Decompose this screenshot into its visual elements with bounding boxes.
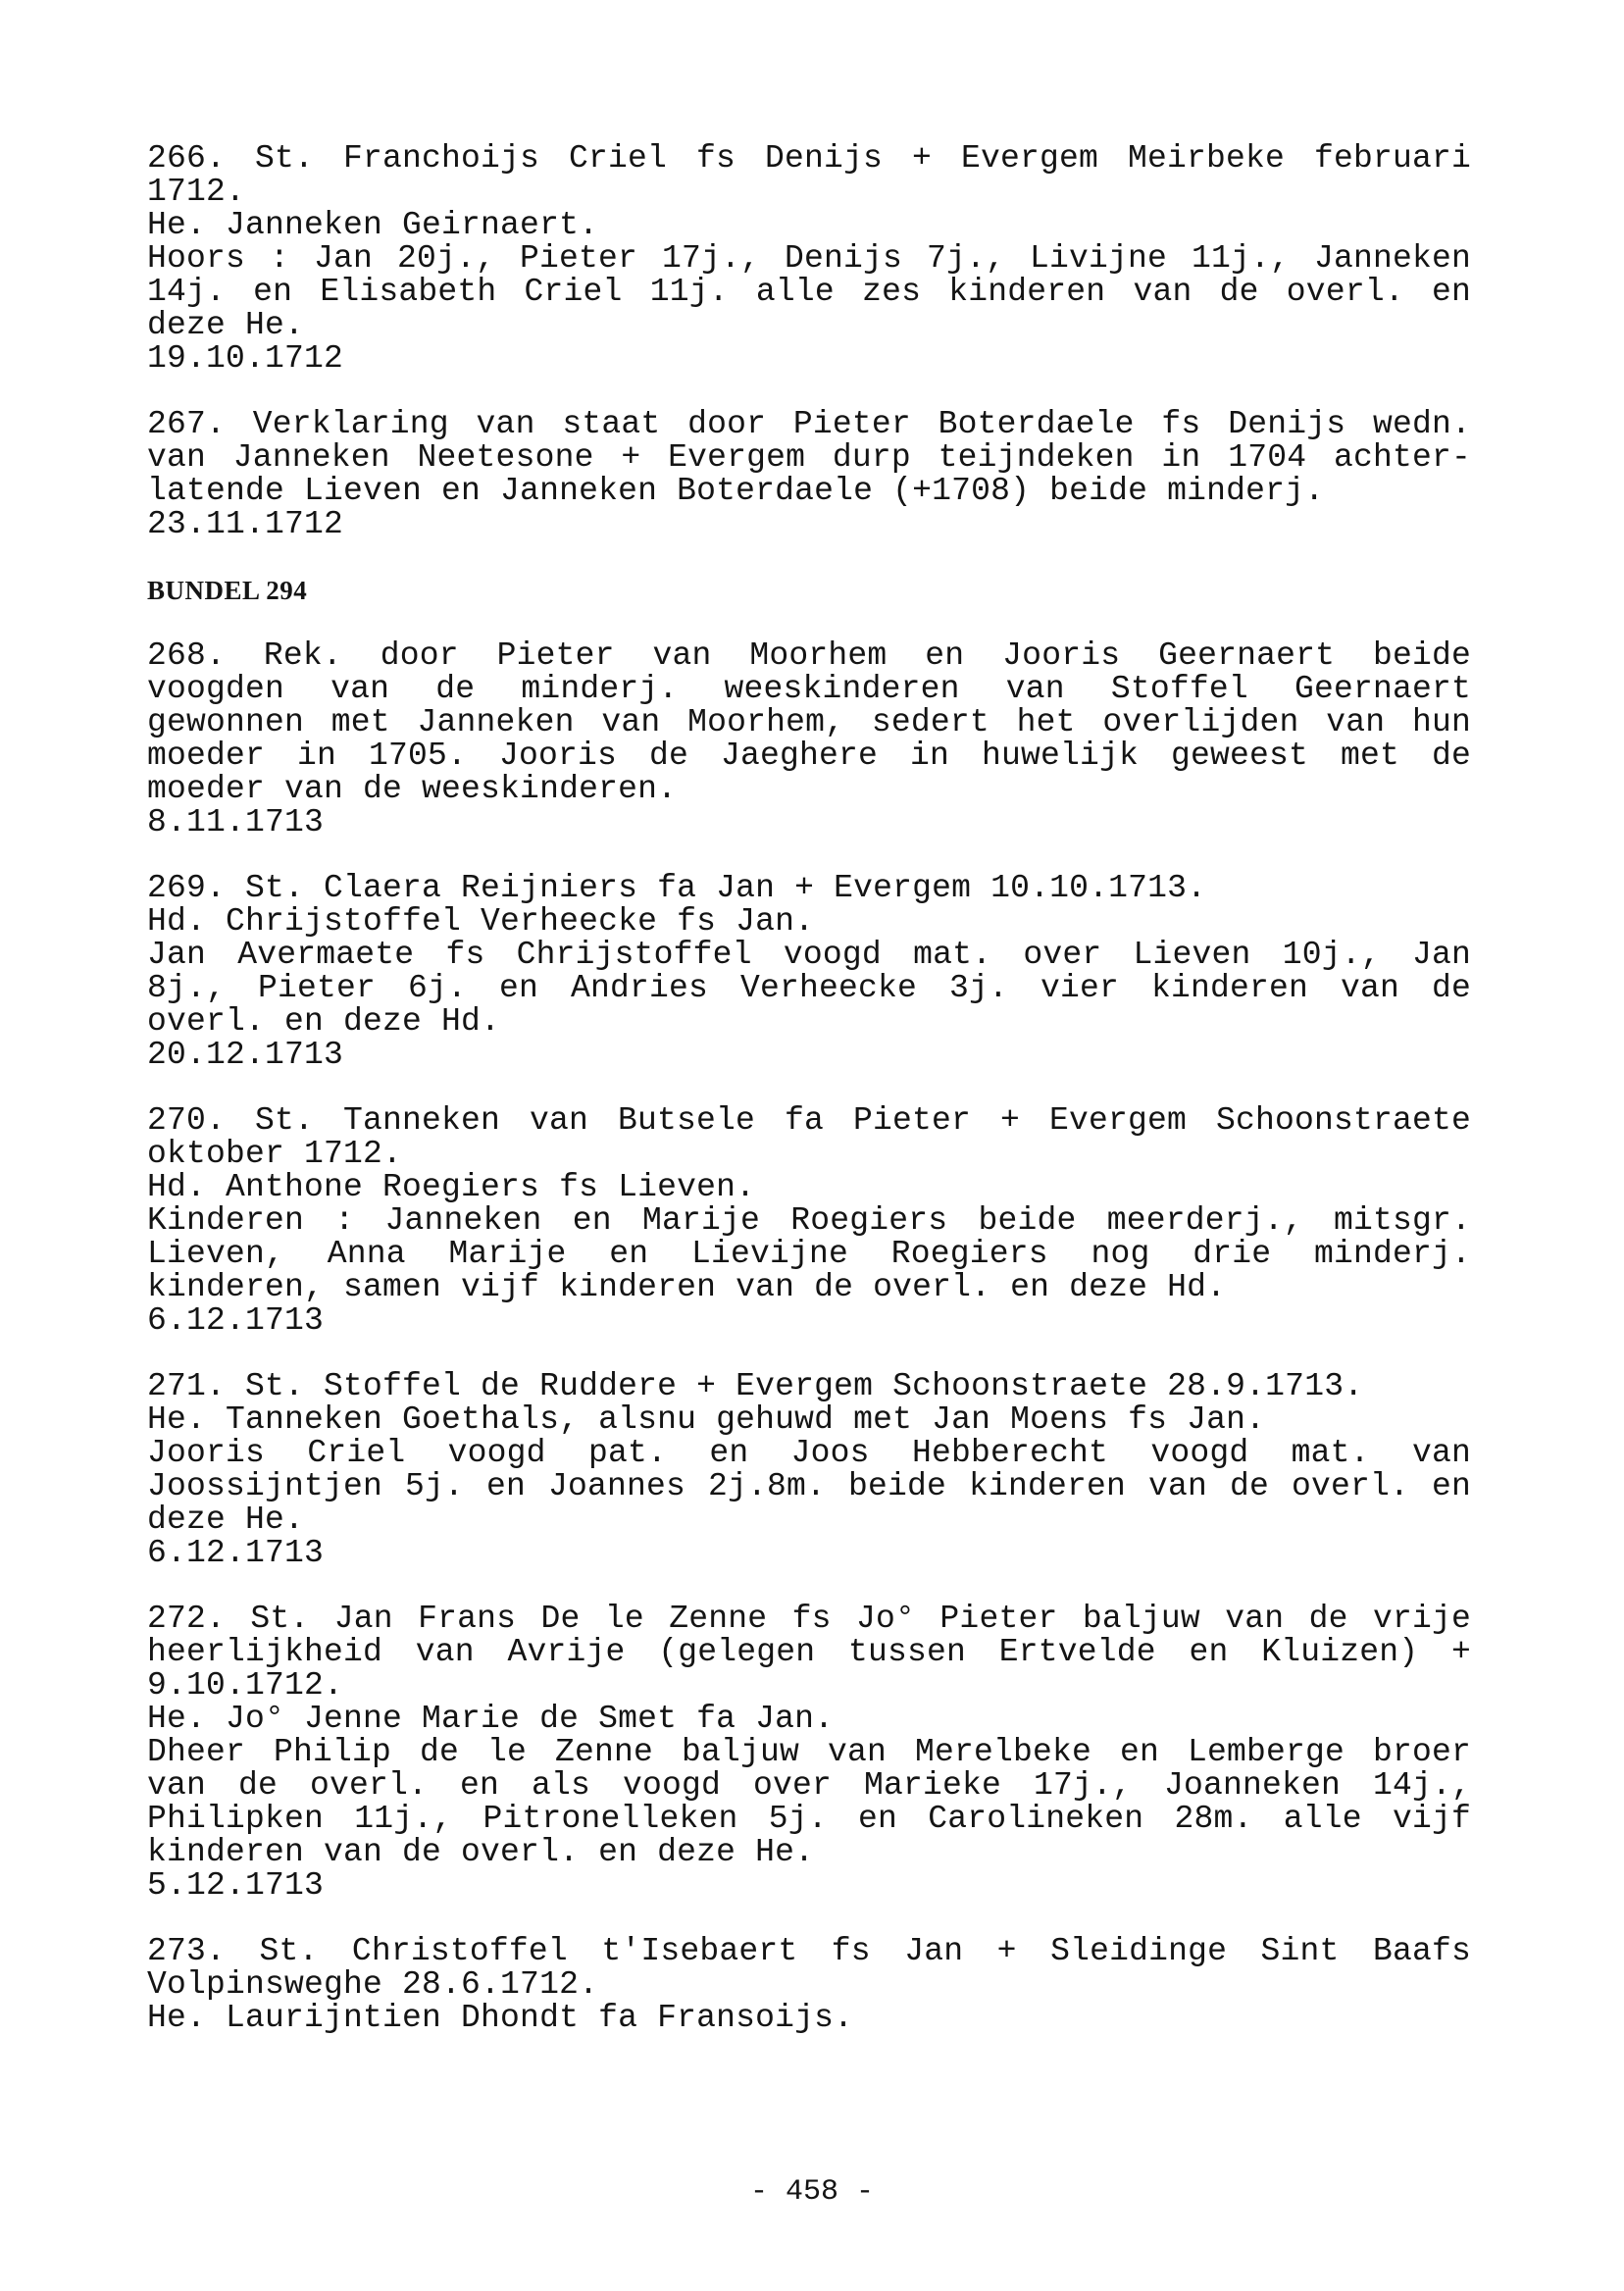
record-entry [147,1935,1471,2035]
text-line: 273. St. Christoffel t'Isebaert fs Jan + Sleidinge Sint Baafs [147,1933,1471,1969]
text-line: Volpinsweghe 28.6.1712. [147,1966,599,2003]
text-line: Dheer Philip de le Zenne baljuw van Merelbeke en Lemberge broer [147,1734,1471,1770]
text-line: Philipken 11j., Pitronelleken 5j. en Carolineken 28m. alle vijf [147,1801,1471,1837]
text-line: 20.12.1713 [147,1037,344,1073]
text-line: van de overl. en als voogd over Marieke 17j., Joanneken 14j., [147,1767,1471,1804]
text-line: Hd. Chrijstoffel Verheecke fs Jan. [147,903,815,940]
text-line: 9.10.1712. [147,1667,344,1704]
document-page [147,142,1471,2067]
text-line: 5.12.1713 [147,1867,325,1904]
record-entry [147,408,1471,541]
text-line: moeder van de weeskinderen. [147,771,678,807]
text-line: He. Jo° Jenne Marie de Smet fa Jan. [147,1701,835,1737]
text-line: 14j. en Elisabeth Criel 11j. alle zes kinderen van de overl. en [147,274,1471,310]
text-line: He. Laurijntien Dhondt fa Fransoijs. [147,2000,854,2036]
record-entry [147,1104,1471,1338]
text-line: 268. Rek. door Pieter van Moorhem en Jooris Geernaert beide [147,637,1471,674]
text-line: overl. en deze Hd. [147,1003,501,1040]
text-line: 8j., Pieter 6j. en Andries Verheecke 3j. vier kinderen van de [147,970,1471,1006]
text-line: gewonnen met Janneken van Moorhem, sedert het overlijden van hun [147,704,1471,740]
text-line: Jan Avermaete fs Chrijstoffel voogd mat. over Lieven 10j., Jan [147,937,1471,973]
text-line: moeder in 1705. Jooris de Jaeghere in huwelijk geweest met de [147,738,1471,774]
text-line: He. Tanneken Goethals, alsnu gehuwd met Jan Moens fs Jan. [147,1401,1266,1438]
text-line: 271. St. Stoffel de Ruddere + Evergem Schoonstraete 28.9.1713. [147,1368,1364,1404]
text-line: deze He. [147,307,305,343]
text-line: 272. St. Jan Frans De le Zenne fs Jo° Pieter baljuw van de vrije [147,1601,1471,1637]
text-line: kinderen van de overl. en deze He. [147,1834,815,1870]
text-line: 266. St. Franchoijs Criel fs Denijs + Evergem Meirbeke februari [147,140,1471,177]
text-line: 269. St. Claera Reijniers fa Jan + Evergem 10.10.1713. [147,870,1207,906]
text-line: latende Lieven en Janneken Boterdaele (+1708) beide minderj. [147,473,1325,509]
text-line: deze He. [147,1502,305,1538]
text-line: Lieven, Anna Marije en Lievijne Roegiers nog drie minderj. [147,1236,1471,1272]
text-line: 6.12.1713 [147,1535,325,1571]
entries-section-1 [147,142,1471,541]
text-line: Jooris Criel voogd pat. en Joos Hebberecht voogd mat. van [147,1435,1471,1471]
text-line: kinderen, samen vijf kinderen van de overl. en deze Hd. [147,1269,1227,1305]
text-line: 23.11.1712 [147,506,344,542]
text-line: 270. St. Tanneken van Butsele fa Pieter + Evergem Schoonstraete [147,1102,1471,1139]
record-entry [147,639,1471,840]
page-number: - 458 - [749,2175,875,2209]
record-entry [147,1370,1471,1570]
record-entry [147,142,1471,376]
text-line: 267. Verklaring van staat door Pieter Boterdaele fs Denijs wedn. [147,406,1471,442]
text-line: 8.11.1713 [147,804,325,840]
text-line: Hoors : Jan 20j., Pieter 17j., Denijs 7j., Livijne 11j., Janneken [147,240,1471,277]
text-line: He. Janneken Geirnaert. [147,207,599,243]
text-line: 19.10.1712 [147,340,344,377]
text-line: Hd. Anthone Roegiers fs Lieven. [147,1169,756,1205]
record-entry [147,872,1471,1072]
text-line: van Janneken Neetesone + Evergem durp teijndeken in 1704 achter- [147,439,1471,476]
entries-section-2 [147,639,1471,2035]
text-line: heerlijkheid van Avrije (gelegen tussen Ertvelde en Kluizen) + [147,1634,1471,1670]
section-heading: BUNDEL 294 [147,576,308,605]
text-line: 6.12.1713 [147,1302,325,1339]
text-line: 1712. [147,174,246,210]
text-line: Joossijntjen 5j. en Joannes 2j.8m. beide kinderen van de overl. en [147,1468,1471,1504]
text-line: oktober 1712. [147,1136,403,1172]
record-entry [147,1603,1471,1903]
text-line: voogden van de minderj. weeskinderen van Stoffel Geernaert [147,671,1471,707]
text-line: Kinderen : Janneken en Marije Roegiers beide meerderj., mitsgr. [147,1202,1471,1239]
